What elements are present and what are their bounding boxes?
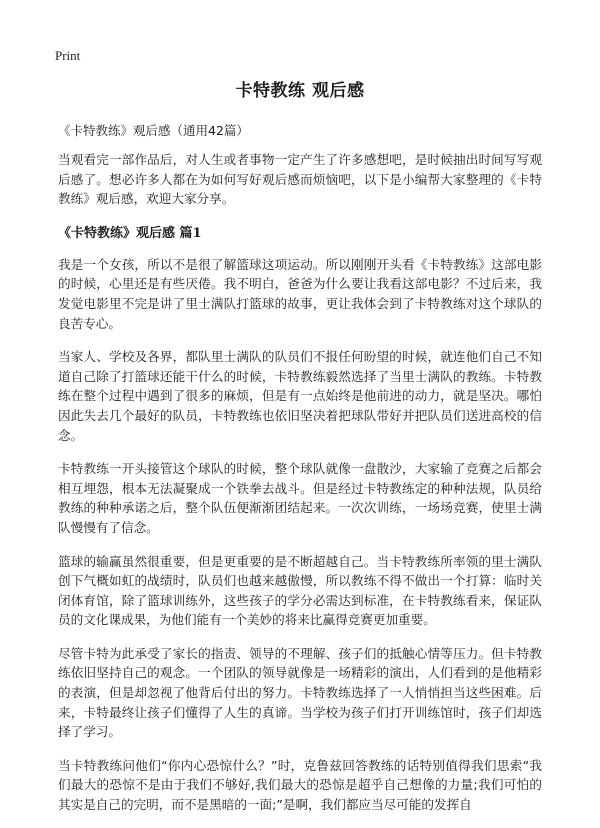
print-link[interactable]: Print [55, 48, 81, 63]
body-paragraph: 篮球的输赢虽然很重要，但是更重要的是不断超越自己。当卡特教练所率领的里士满队创下气概如虹的战绩时，队员们也越来越傲慢，所以教练不得不做出一个打算：临时关闭体育馆，除了篮球训练外，这些孩子的学分必需达到标准，在卡特教练看来，保证队员的文化课成果，为他们能有一个美妙的将来比赢得竞赛更加重要。 [58, 553, 542, 628]
body-paragraph: 当家人、学校及各界，都队里士满队的队员们不报任何盼望的时候，就连他们自己不知道自己除了打篮球还能干什么的时候，卡特教练毅然选择了当里士满队的教练。卡特教练在整个过程中遇到了很多的麻烦，但是有一点始终是他前进的动力，就是坚决。哪怕因此失去几个最好的队员，卡特教练也依旧坚决着把球队带好并把队员们送进高校的信念。 [58, 349, 542, 443]
page-title: 卡特教练 观后感 [235, 81, 365, 101]
body-paragraph: 当卡特教练问他们“你内心恐惊什么？”时，克鲁兹回答教练的话特别值得我们思索“我们最大的恐惊不是由于我们不够好,我们最大的恐惊是超乎自己想像的力量;我们可怕的其实是自己的完明，而不是黑暗的一面;”是啊，我们都应当尽可能的发挥自 [58, 757, 542, 813]
body-paragraph: 尽管卡特为此承受了家长的指责、领导的不理解、孩子们的抵触心情等压力。但卡特教练依旧坚持自己的观念。一个团队的领导就像是一场精彩的演出，人们看到的是他精彩的表演，但是却忽视了他背后付出的努力。卡特教练选择了一人悄悄担当这些困难。后来，卡特最终让孩子们懂得了人生的真谛。当学校为孩子们打开训练馆时，孩子们却选择了学习。 [58, 645, 542, 740]
body-paragraph: 我是一个女孩，所以不是很了解篮球这项运动。所以刚刚开头看《卡特教练》这部电影的时候，心里还是有些厌倦。我不明白，爸爸为什么要让我看这部电影？不过后来，我发觉电影里不完是讲了里士满队打篮球的故事，更让我体会到了卡特教练对这个球队的良苦专心。 [58, 256, 542, 331]
body-paragraph: 卡特教练一开头接管这个球队的时候，整个球队就像一盘散沙，大家输了竞赛之后都会相互埋怨，根本无法凝聚成一个铁拳去战斗。但是经过卡特教练定的种种法规，队员给教练的种种承诺之后，整个队伍便渐渐团结起来。一次次训练，一场场竞赛，使里士满队慢慢有了信念。 [58, 461, 542, 535]
section-heading: 《卡特教练》观后感 篇1 [58, 225, 202, 241]
intro-paragraph: 当观看完一部作品后，对人生或者事物一定产生了许多感想吧，是时候抽出时间写写观后感了。想必许多人都在为如何写好观后感而烦恼吧，以下是小编帮大家整理的《卡特教练》观后感，欢迎大家分享。 [58, 152, 542, 207]
document-subtitle: 《卡特教练》观后感（通用42篇） [58, 123, 249, 138]
document-body [58, 150, 542, 828]
